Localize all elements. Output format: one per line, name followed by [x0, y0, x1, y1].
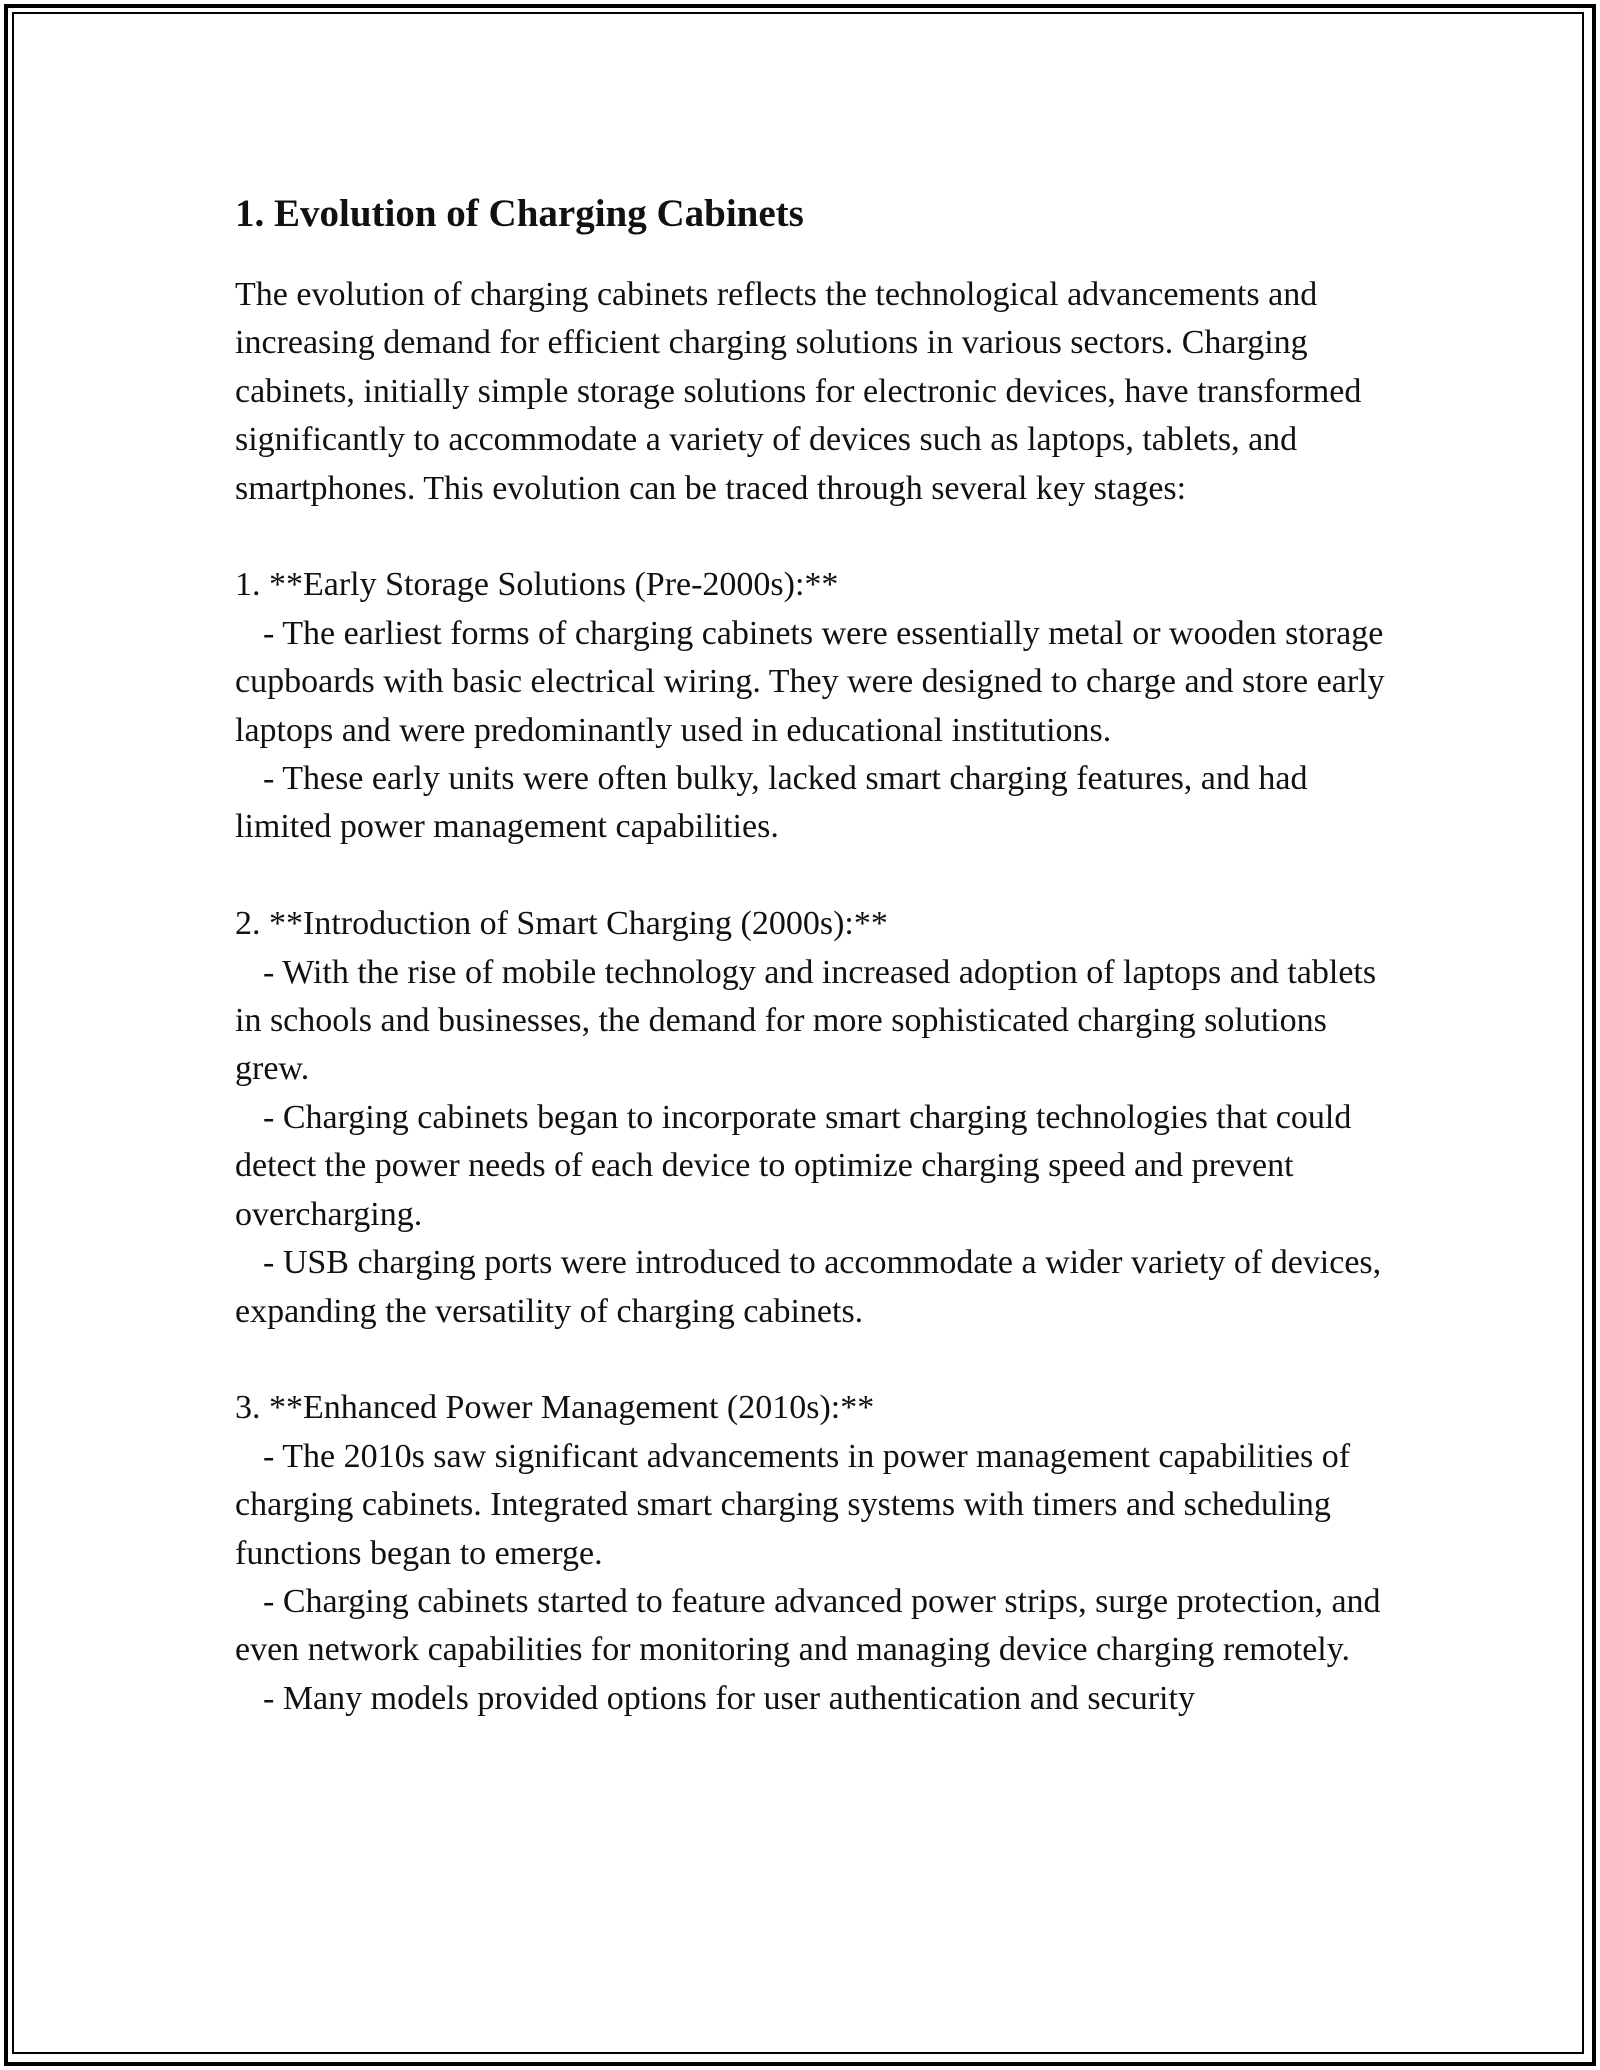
stage-3 — [235, 1384, 1385, 1723]
spacer — [235, 852, 1385, 900]
stage-title: 3. **Enhanced Power Management (2010s):** — [235, 1389, 875, 1427]
stage-point: - These early units were often bulky, lacked smart charging features, and had limited power management capabilities. — [235, 760, 1308, 846]
stage-title: 1. **Early Storage Solutions (Pre-2000s):** — [235, 566, 839, 604]
section-heading: 1. Evolution of Charging Cabinets — [235, 192, 804, 235]
stage-point: - Charging cabinets started to feature advanced power strips, surge protection, and even network capabilities for monitoring and managing device charging remotely. — [235, 1582, 1381, 1669]
spacer — [235, 1336, 1385, 1384]
stage-point: - With the rise of mobile technology and increased adoption of laptops and tablets in schools and businesses, the demand for more sophisticated charging solutions grew. — [235, 953, 1377, 1088]
stage-point: - The earliest forms of charging cabinets were essentially metal or wooden storage cupboards with basic electrical wiring. They were designed to charge and store early laptops and were predominantly used in educational institutions. — [235, 614, 1385, 749]
stage-2 — [235, 900, 1385, 1336]
stage-1 — [235, 561, 1385, 851]
stage-point: - Many models provided options for user authentication and security — [263, 1679, 1195, 1717]
stage-point: - Charging cabinets began to incorporate smart charging technologies that could detect the power needs of each device to optimize charging speed and prevent overcharging. — [235, 1098, 1352, 1233]
stage-title: 2. **Introduction of Smart Charging (2000s):** — [235, 905, 888, 943]
spacer — [235, 513, 1385, 561]
stage-point: - The 2010s saw significant advancements in power management capabilities of charging cabinets. Integrated smart charging systems with timers and scheduling functions began to emerge. — [235, 1437, 1351, 1572]
intro-paragraph: The evolution of charging cabinets reflects the technological advancements and increasing demand for efficient charging solutions in various sectors. Charging cabinets, initially simple storage solutions for electronic devices, have transformed significantly to accommodate a variety of devices such as laptops, tablets, and smartphones. This evolution can be traced through several key stages: — [235, 276, 1362, 507]
document-body — [235, 185, 1385, 1723]
stage-point: - USB charging ports were introduced to accommodate a wider variety of devices, expanding the versatility of charging cabinets. — [235, 1244, 1382, 1330]
